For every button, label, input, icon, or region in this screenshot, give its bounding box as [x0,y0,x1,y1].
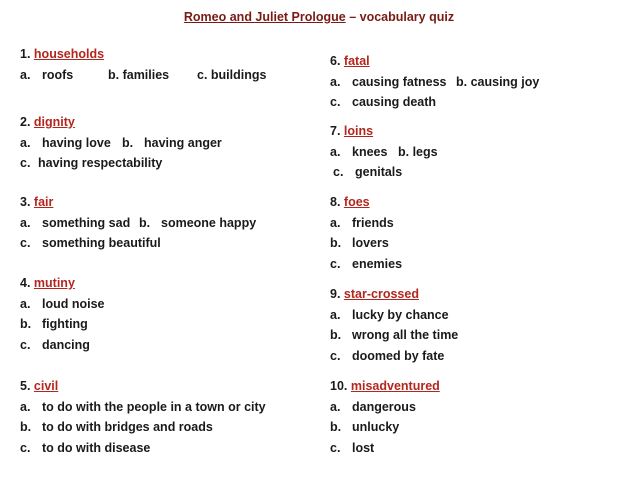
question-7-heading [330,121,630,142]
answer-row [20,314,320,335]
question-6 [330,51,630,113]
question-10-heading [330,376,630,397]
answer-row [330,233,630,254]
option-letter: a. [20,215,31,230]
quiz-title [0,10,638,24]
option-text: c. buildings [197,67,267,82]
question-8 [330,192,630,274]
option-letter: a. [20,67,31,82]
question-number: 3. [20,195,31,209]
quiz-title-rest: – vocabulary quiz [345,10,455,24]
answer-row [20,397,320,418]
option-text: to do with disease [42,440,151,455]
answer-row [330,254,630,275]
answer-row [20,213,320,234]
vocab-word: fair [33,195,54,209]
vocab-word: foes [343,195,370,209]
option-letter: c. [20,156,31,170]
vocab-word: mutiny [33,276,75,290]
option-text: b. legs [398,144,438,159]
question-2 [20,112,320,174]
question-3 [20,192,320,254]
option-letter: a. [20,399,31,414]
option-text: someone happy [161,215,257,230]
option-text: dangerous [352,399,416,414]
option-letter: a. [20,296,31,311]
option-text: causing fatness [352,74,447,89]
question-number: 7. [330,124,341,138]
option-text: causing death [352,95,437,109]
answer-row [330,305,630,326]
answer-row [330,162,630,183]
vocab-word: fatal [343,54,370,68]
question-2-heading [20,112,320,133]
option-text: b. causing joy [456,74,540,89]
question-6-heading [330,51,630,72]
answer-row [330,92,630,113]
answer-row [330,72,630,93]
question-3-heading [20,192,320,213]
option-letter: b. [330,236,342,250]
option-letter: a. [20,135,31,150]
vocab-word: dignity [33,115,75,129]
question-9-heading [330,284,630,305]
question-number: 6. [330,54,341,68]
answer-row [330,325,630,346]
vocab-word: loins [343,124,374,138]
option-text: having anger [144,135,222,150]
option-letter: c. [333,165,344,179]
vocab-word: civil [33,379,59,393]
option-letter: c. [330,256,341,271]
option-text: genitals [355,165,403,179]
answer-row [330,417,630,438]
question-9 [330,284,630,366]
question-number: 5. [20,379,31,393]
answer-row [330,142,630,163]
question-5-heading [20,376,320,397]
option-letter: b. [139,215,151,230]
option-letter: c. [20,440,31,455]
option-letter: a. [330,144,341,159]
question-10 [330,376,630,458]
answer-row [20,65,320,86]
option-text: something beautiful [42,236,161,250]
answer-row [20,335,320,356]
answer-row [330,213,630,234]
question-1 [20,44,320,85]
option-text: unlucky [352,420,400,434]
option-text: friends [352,215,394,230]
option-text: loud noise [42,296,105,311]
answer-row [330,397,630,418]
vocab-word: star-crossed [343,287,419,301]
vocab-word: misadventured [350,379,440,393]
answer-row [20,133,320,154]
answer-row [20,153,320,174]
option-letter: c. [20,236,31,250]
option-letter: a. [330,215,341,230]
option-letter: b. [20,420,32,434]
option-text: roofs [42,67,74,82]
option-text: lucky by chance [352,307,449,322]
question-number: 2. [20,115,31,129]
option-text: knees [352,144,388,159]
option-letter: c. [330,348,341,363]
option-letter: b. [330,328,342,342]
answer-row [20,294,320,315]
option-letter: a. [330,399,341,414]
question-4 [20,273,320,355]
question-number: 1. [20,47,31,61]
option-letter: c. [330,95,341,109]
option-text: b. families [108,67,170,82]
answer-row [20,233,320,254]
question-5 [20,376,320,458]
option-letter: c. [330,440,341,455]
option-text: fighting [42,317,88,331]
option-text: having respectability [38,156,163,170]
option-text: to do with the people in a town or city [42,399,266,414]
answer-row [20,438,320,459]
vocab-word: households [33,47,105,61]
option-text: having love [42,135,111,150]
option-text: dancing [42,337,90,352]
answer-row [20,417,320,438]
question-8-heading [330,192,630,213]
question-1-heading [20,44,320,65]
option-text: to do with bridges and roads [42,420,213,434]
option-text: wrong all the time [352,328,459,342]
option-text: something sad [42,215,131,230]
option-letter: b. [20,317,32,331]
question-number: 10. [330,379,348,393]
answer-row [330,346,630,367]
option-text: lost [352,440,375,455]
option-letter: c. [20,337,31,352]
answer-row [330,438,630,459]
quiz-title-underlined: Romeo and Juliet Prologue [183,10,346,24]
option-text: enemies [352,256,403,271]
question-number: 8. [330,195,341,209]
option-letter: b. [122,135,134,150]
option-text: doomed by fate [352,348,445,363]
question-4-heading [20,273,320,294]
option-letter: a. [330,307,341,322]
question-number: 4. [20,276,31,290]
option-letter: a. [330,74,341,89]
option-text: lovers [352,236,389,250]
question-7 [330,121,630,183]
question-number: 9. [330,287,341,301]
option-letter: b. [330,420,342,434]
